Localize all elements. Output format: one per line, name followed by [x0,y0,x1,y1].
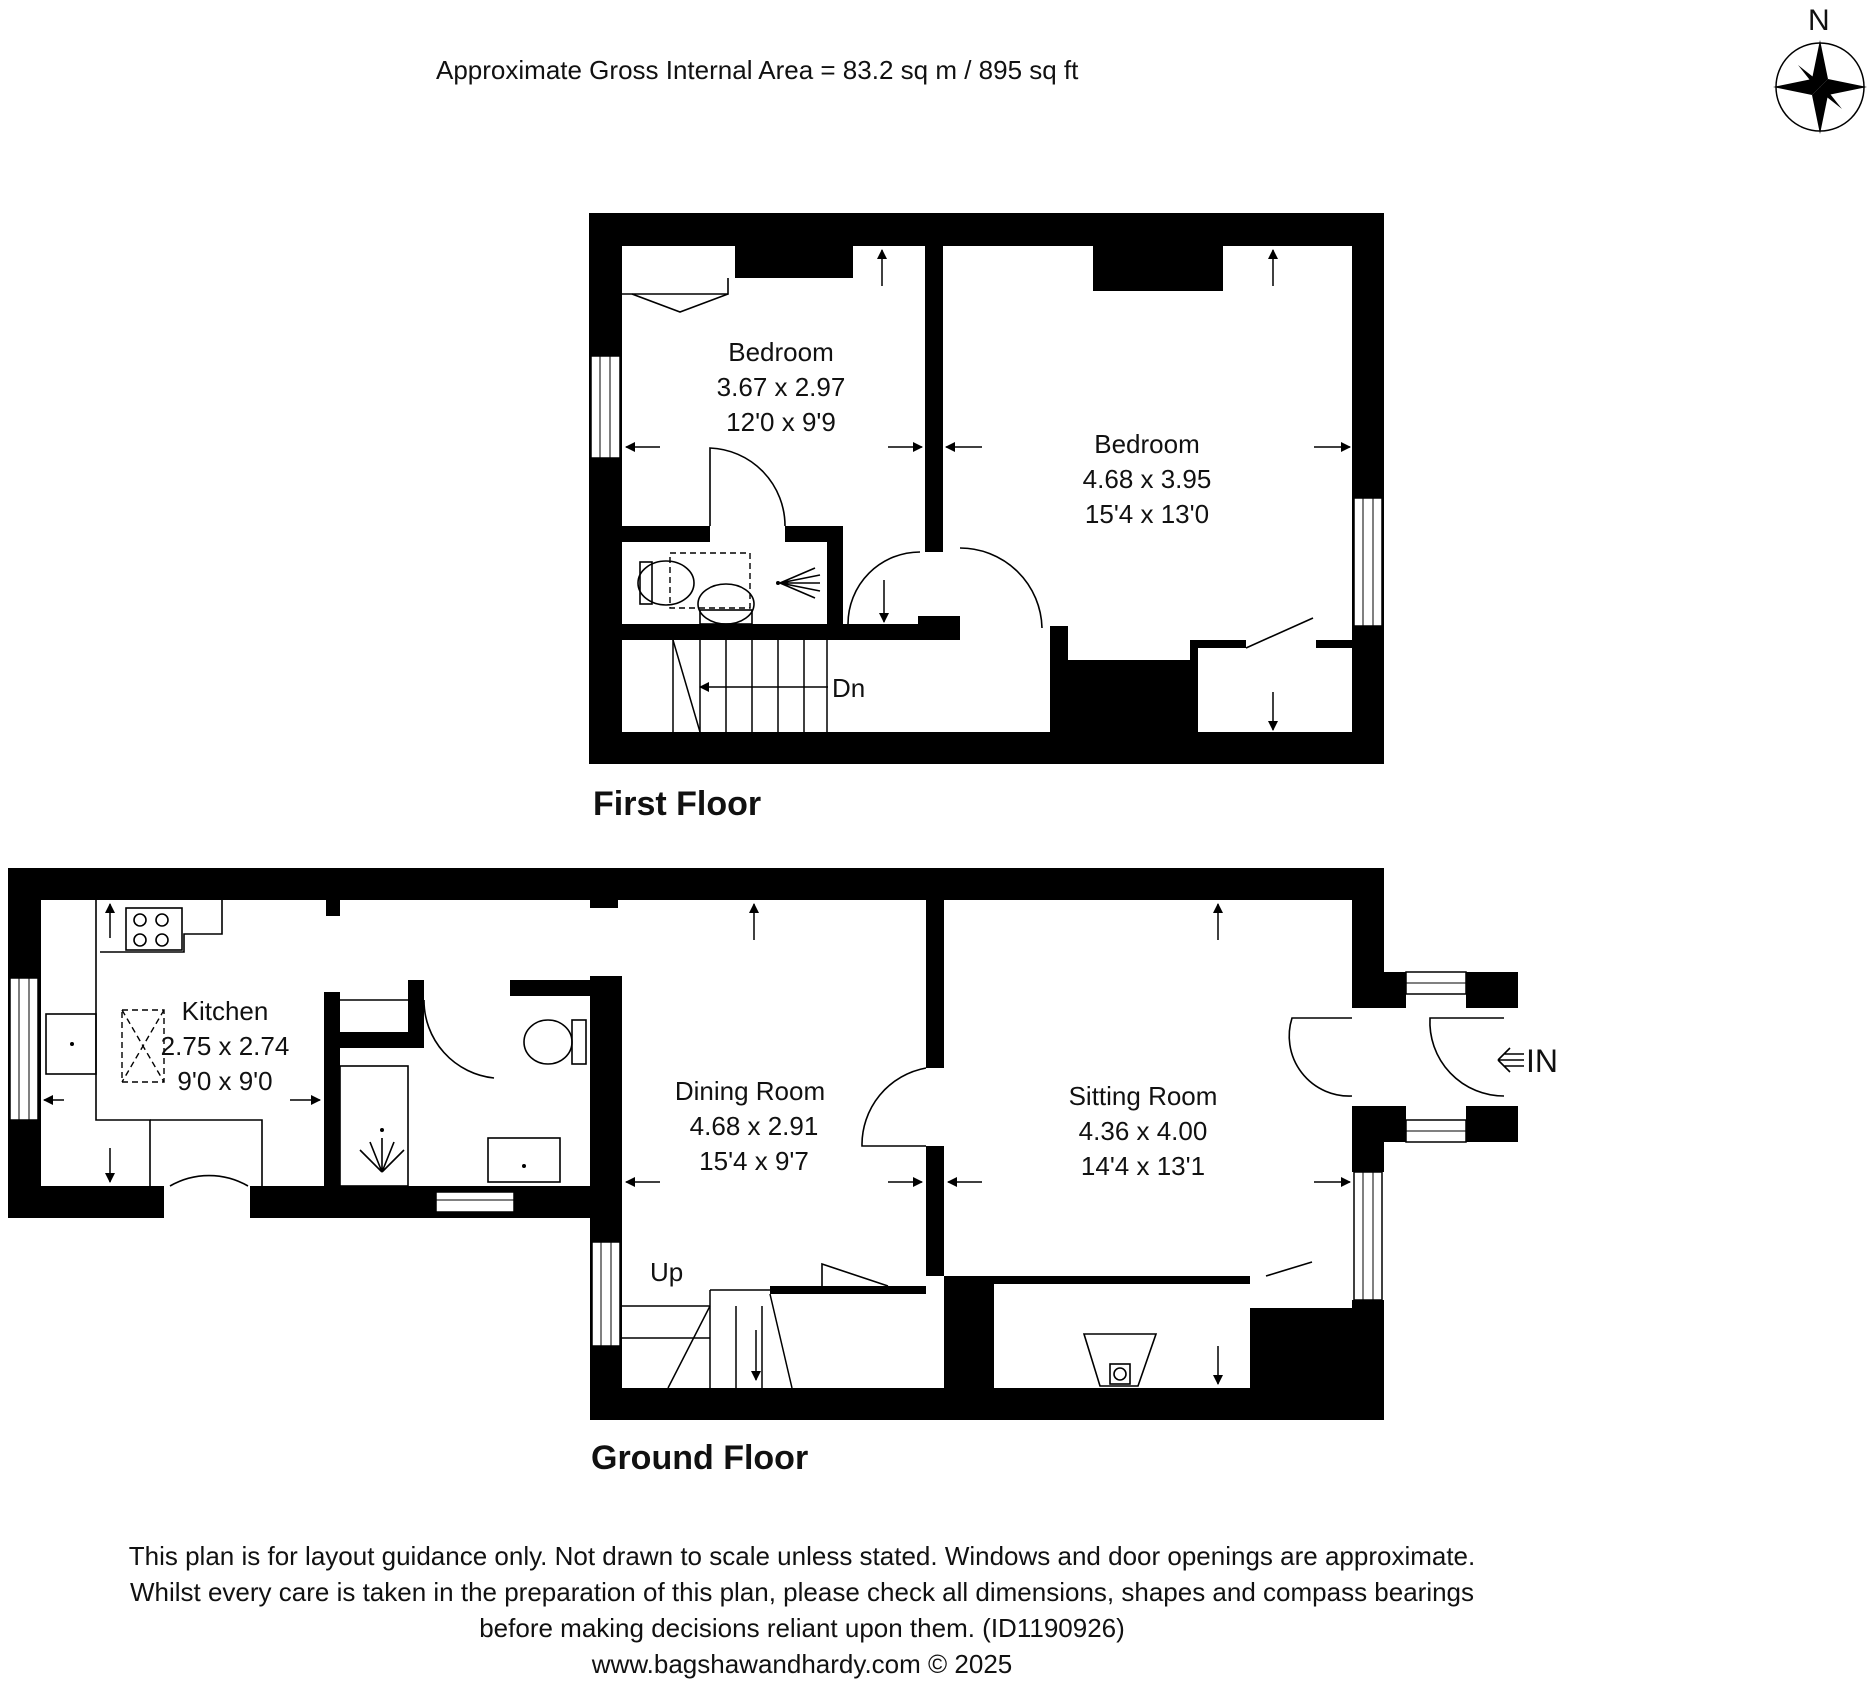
room-dimensions-metric: 4.68 x 2.91 [689,1111,819,1141]
room-dining-room [675,1076,825,1176]
disclaimer-line: Whilst every care is taken in the preparation of this plan, please check all dimensions, shapes and compass bearings [129,1577,1475,1607]
room-kitchen [161,996,290,1096]
gross-internal-area: Approximate Gross Internal Area = 83.2 sq m / 895 sq ft [436,55,1079,85]
room-dimensions-imperial: 15'4 x 13'0 [1084,499,1210,529]
room-dimensions-metric: 4.36 x 4.00 [1078,1116,1208,1146]
first-floor-stairs-label: Dn [832,673,866,703]
room-dimensions-metric: 3.67 x 2.97 [716,372,846,402]
compass-rose-icon [1773,4,1867,134]
room-name: Bedroom [728,337,834,367]
ground-floor-title: Ground Floor [591,1439,809,1477]
room-dimensions-imperial: 9'0 x 9'0 [177,1066,273,1096]
room-sitting-room [1069,1081,1218,1181]
room-name: Bedroom [1094,429,1200,459]
room-name: Kitchen [181,996,269,1026]
entrance-marker [1498,1043,1558,1079]
website-copyright: www.bagshawandhardy.com © 2025 [591,1649,1013,1679]
room-dimensions-metric: 4.68 x 3.95 [1082,464,1212,494]
room-name: Dining Room [674,1076,826,1106]
ground-floor-plan [8,868,1558,1420]
disclaimer-line: before making decisions reliant upon them. (ID1190926) [479,1613,1125,1643]
room-dimensions-imperial: 15'4 x 9'7 [699,1146,809,1176]
disclaimer-line: This plan is for layout guidance only. Not drawn to scale unless stated. Windows and door openings are approximate. [128,1541,1476,1571]
ground-floor-stairs-label: Up [650,1257,684,1287]
disclaimer [129,1541,1476,1679]
room-dimensions-imperial: 12'0 x 9'9 [726,407,836,437]
room-bedroom-small [717,337,846,437]
entrance-label: IN [1526,1043,1558,1079]
first-floor-plan [589,213,1384,764]
room-dimensions-metric: 2.75 x 2.74 [160,1031,290,1061]
first-floor-title: First Floor [593,785,762,823]
compass-north-label: N [1808,4,1830,37]
room-dimensions-imperial: 14'4 x 13'1 [1080,1151,1206,1181]
room-bedroom-large [1083,429,1212,529]
room-name: Sitting Room [1068,1081,1218,1111]
